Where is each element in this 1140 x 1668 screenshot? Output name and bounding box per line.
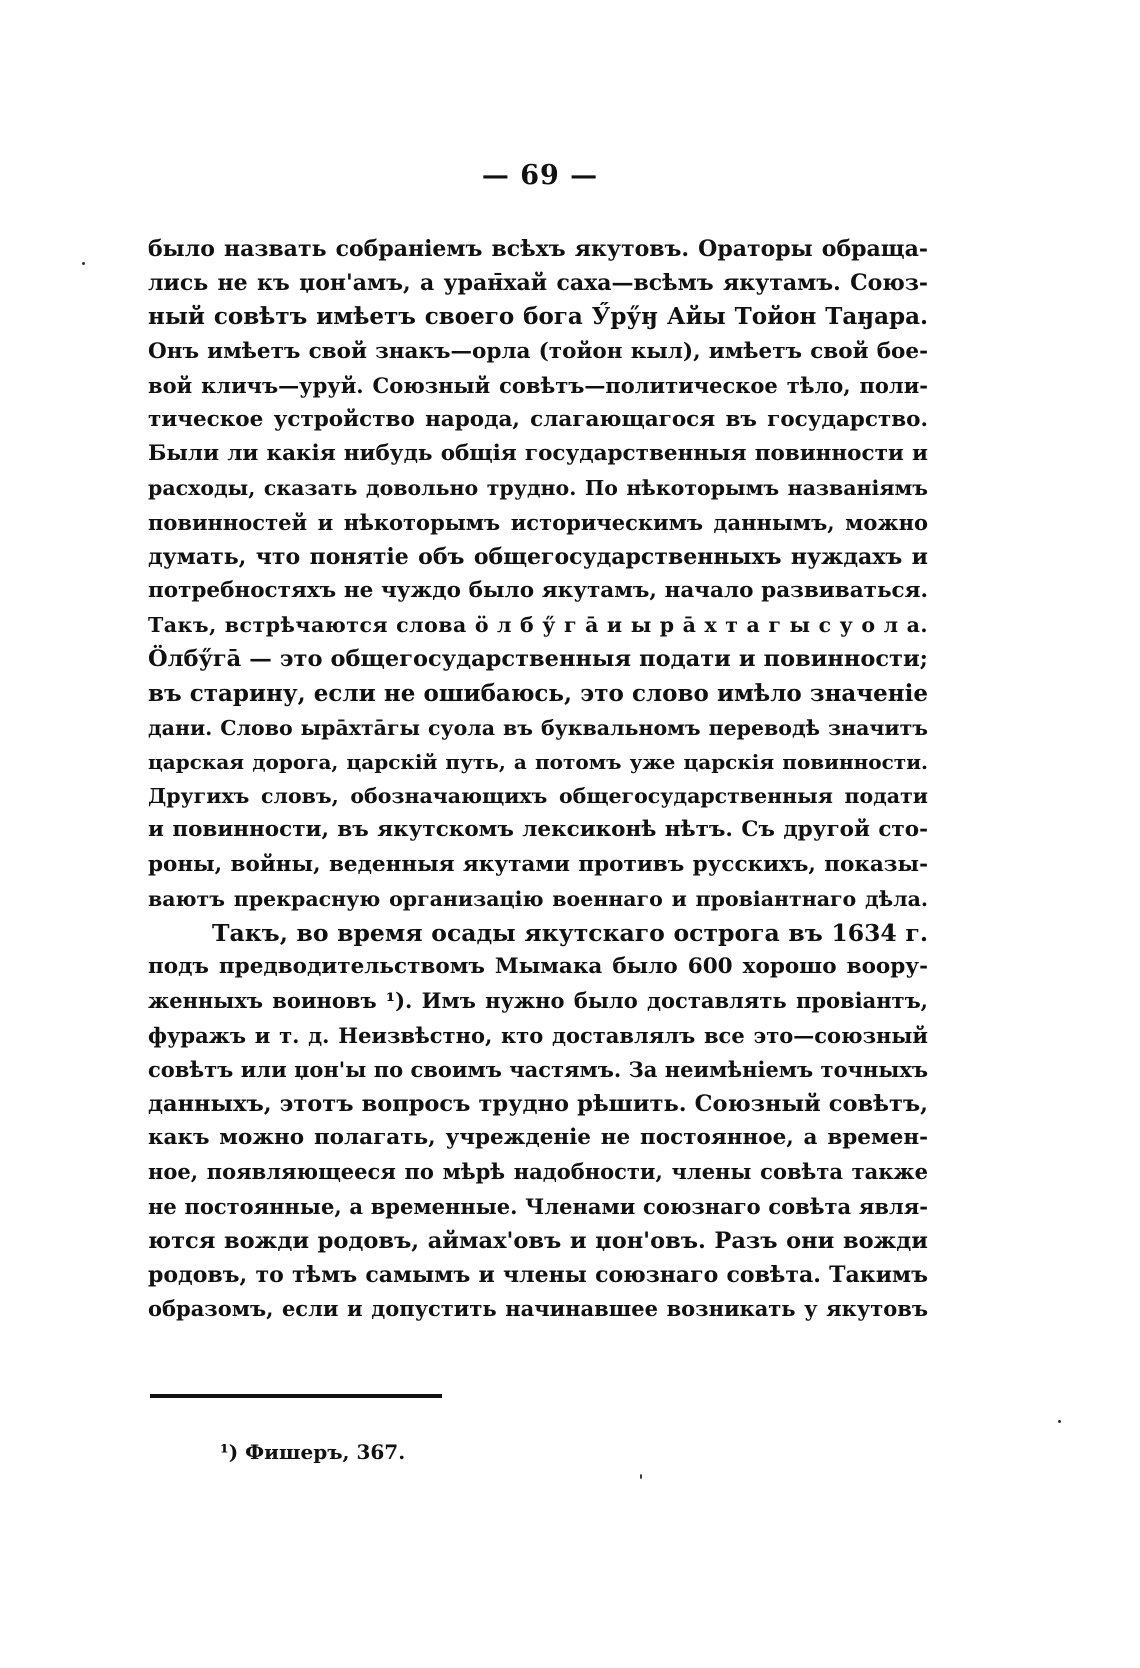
text-line: образомъ, если и допустить начинавшее возникать у якутовъ [148, 1296, 928, 1322]
text-line: въ старину, если не ошибаюсь, это слово имѣло значеніе [148, 679, 928, 707]
text-line: было назвать собраніемъ всѣхъ якутовъ. Ораторы обраща- [148, 236, 928, 262]
text-line: Были ли какія нибудь общія государственныя повинности и [148, 441, 928, 467]
text-line: царская дорога, царскій путь, а потомъ уже царскія повинности. [148, 750, 928, 775]
text-line: какъ можно полагать, учрежденіе не постоянное, а времен- [148, 1125, 928, 1151]
text-line: расходы, сказать довольно трудно. По нѣкоторымъ названіямъ [148, 476, 928, 501]
text-line: роны, войны, веденныя якутами противъ русскихъ, показы- [148, 851, 928, 877]
text-line: родовъ, то тѣмъ самымъ и члены союзнаго совѣта. Такимъ [148, 1262, 928, 1289]
text-line: Онъ имѣетъ свой знакъ—орла (тойон кыл), имѣетъ свой бое- [148, 338, 928, 364]
text-line: потребностяхъ не чуждо было якутамъ, начало развиваться. [148, 578, 928, 604]
text-line: вой кличъ—уруй. Союзный совѣтъ—политическое тѣло, поли- [148, 372, 928, 398]
text-line: фуражъ и т. д. Неизвѣстно, кто доставлялъ все это—союзный [148, 1022, 928, 1048]
text-line: повинностей и нѣкоторымъ историческимъ даннымъ, можно [148, 509, 928, 535]
text-line: дани. Слово ырāхтāгы суола въ буквальномъ переводѣ значитъ [148, 715, 928, 740]
text-line: данныхъ, этотъ вопросъ трудно рѣшить. Союзный совѣтъ, [148, 1091, 928, 1118]
text-line: Другихъ словъ, обозначающихъ общегосударственныя подати [148, 784, 928, 809]
scan-speck [82, 262, 85, 265]
text-line: лись не къ џон'амъ, а уран̄хай саха—всѣмъ якутамъ. Союз- [148, 270, 928, 297]
text-line: совѣтъ или џон'ы по своимъ частямъ. За неимѣніемъ точныхъ [148, 1056, 928, 1082]
text-line: тическое устройство народа, слагающагося въ государство. [148, 407, 928, 433]
text-line: не постоянные, а временные. Членами союзнаго совѣта явля- [148, 1193, 928, 1219]
text-line: ваютъ прекрасную организацію военнаго и провіантнаго дѣла. [148, 886, 928, 911]
page-number: — 69 — [481, 160, 599, 191]
text-line: думать, что понятіе объ общегосударственныхъ нуждахъ и [148, 543, 928, 570]
scan-speck [640, 1474, 642, 1479]
scan-speck [1058, 1420, 1061, 1423]
text-line: женныхъ воиновъ ¹). Имъ нужно было доставлять провіантъ, [148, 988, 928, 1014]
text-line: и повинности, въ якутскомъ лексиконѣ нѣтъ. Съ другой сто- [148, 817, 928, 843]
body-text [148, 232, 928, 1327]
footnote: ¹) Фишеръ, 367. [220, 1440, 406, 1464]
footnote-divider [150, 1394, 442, 1398]
text-line: подъ предводительствомъ Мымака было 600 хорошо воору- [148, 954, 928, 980]
text-line: ный совѣтъ имѣетъ своего бога Ӳрӳӈ Айы Тойон Таӈара. [148, 303, 928, 331]
text-line: Ӧлбӳгā — это общегосударственныя подати и повинности; [148, 646, 928, 673]
text-line: ное, появляющееся по мѣрѣ надобности, члены совѣта также [148, 1159, 928, 1185]
paragraph-start-line: Такъ, во время осады якутскаго острога въ 1634 г. [212, 919, 928, 948]
text-line: Такъ, встрѣчаются слова ӧ л б ӳ г ā и ы р ā х т а г ы с у о л а. [148, 613, 928, 638]
text-line: ются вожди родовъ, аймах'овъ и џон'овъ. Разъ они вожди [148, 1227, 928, 1254]
